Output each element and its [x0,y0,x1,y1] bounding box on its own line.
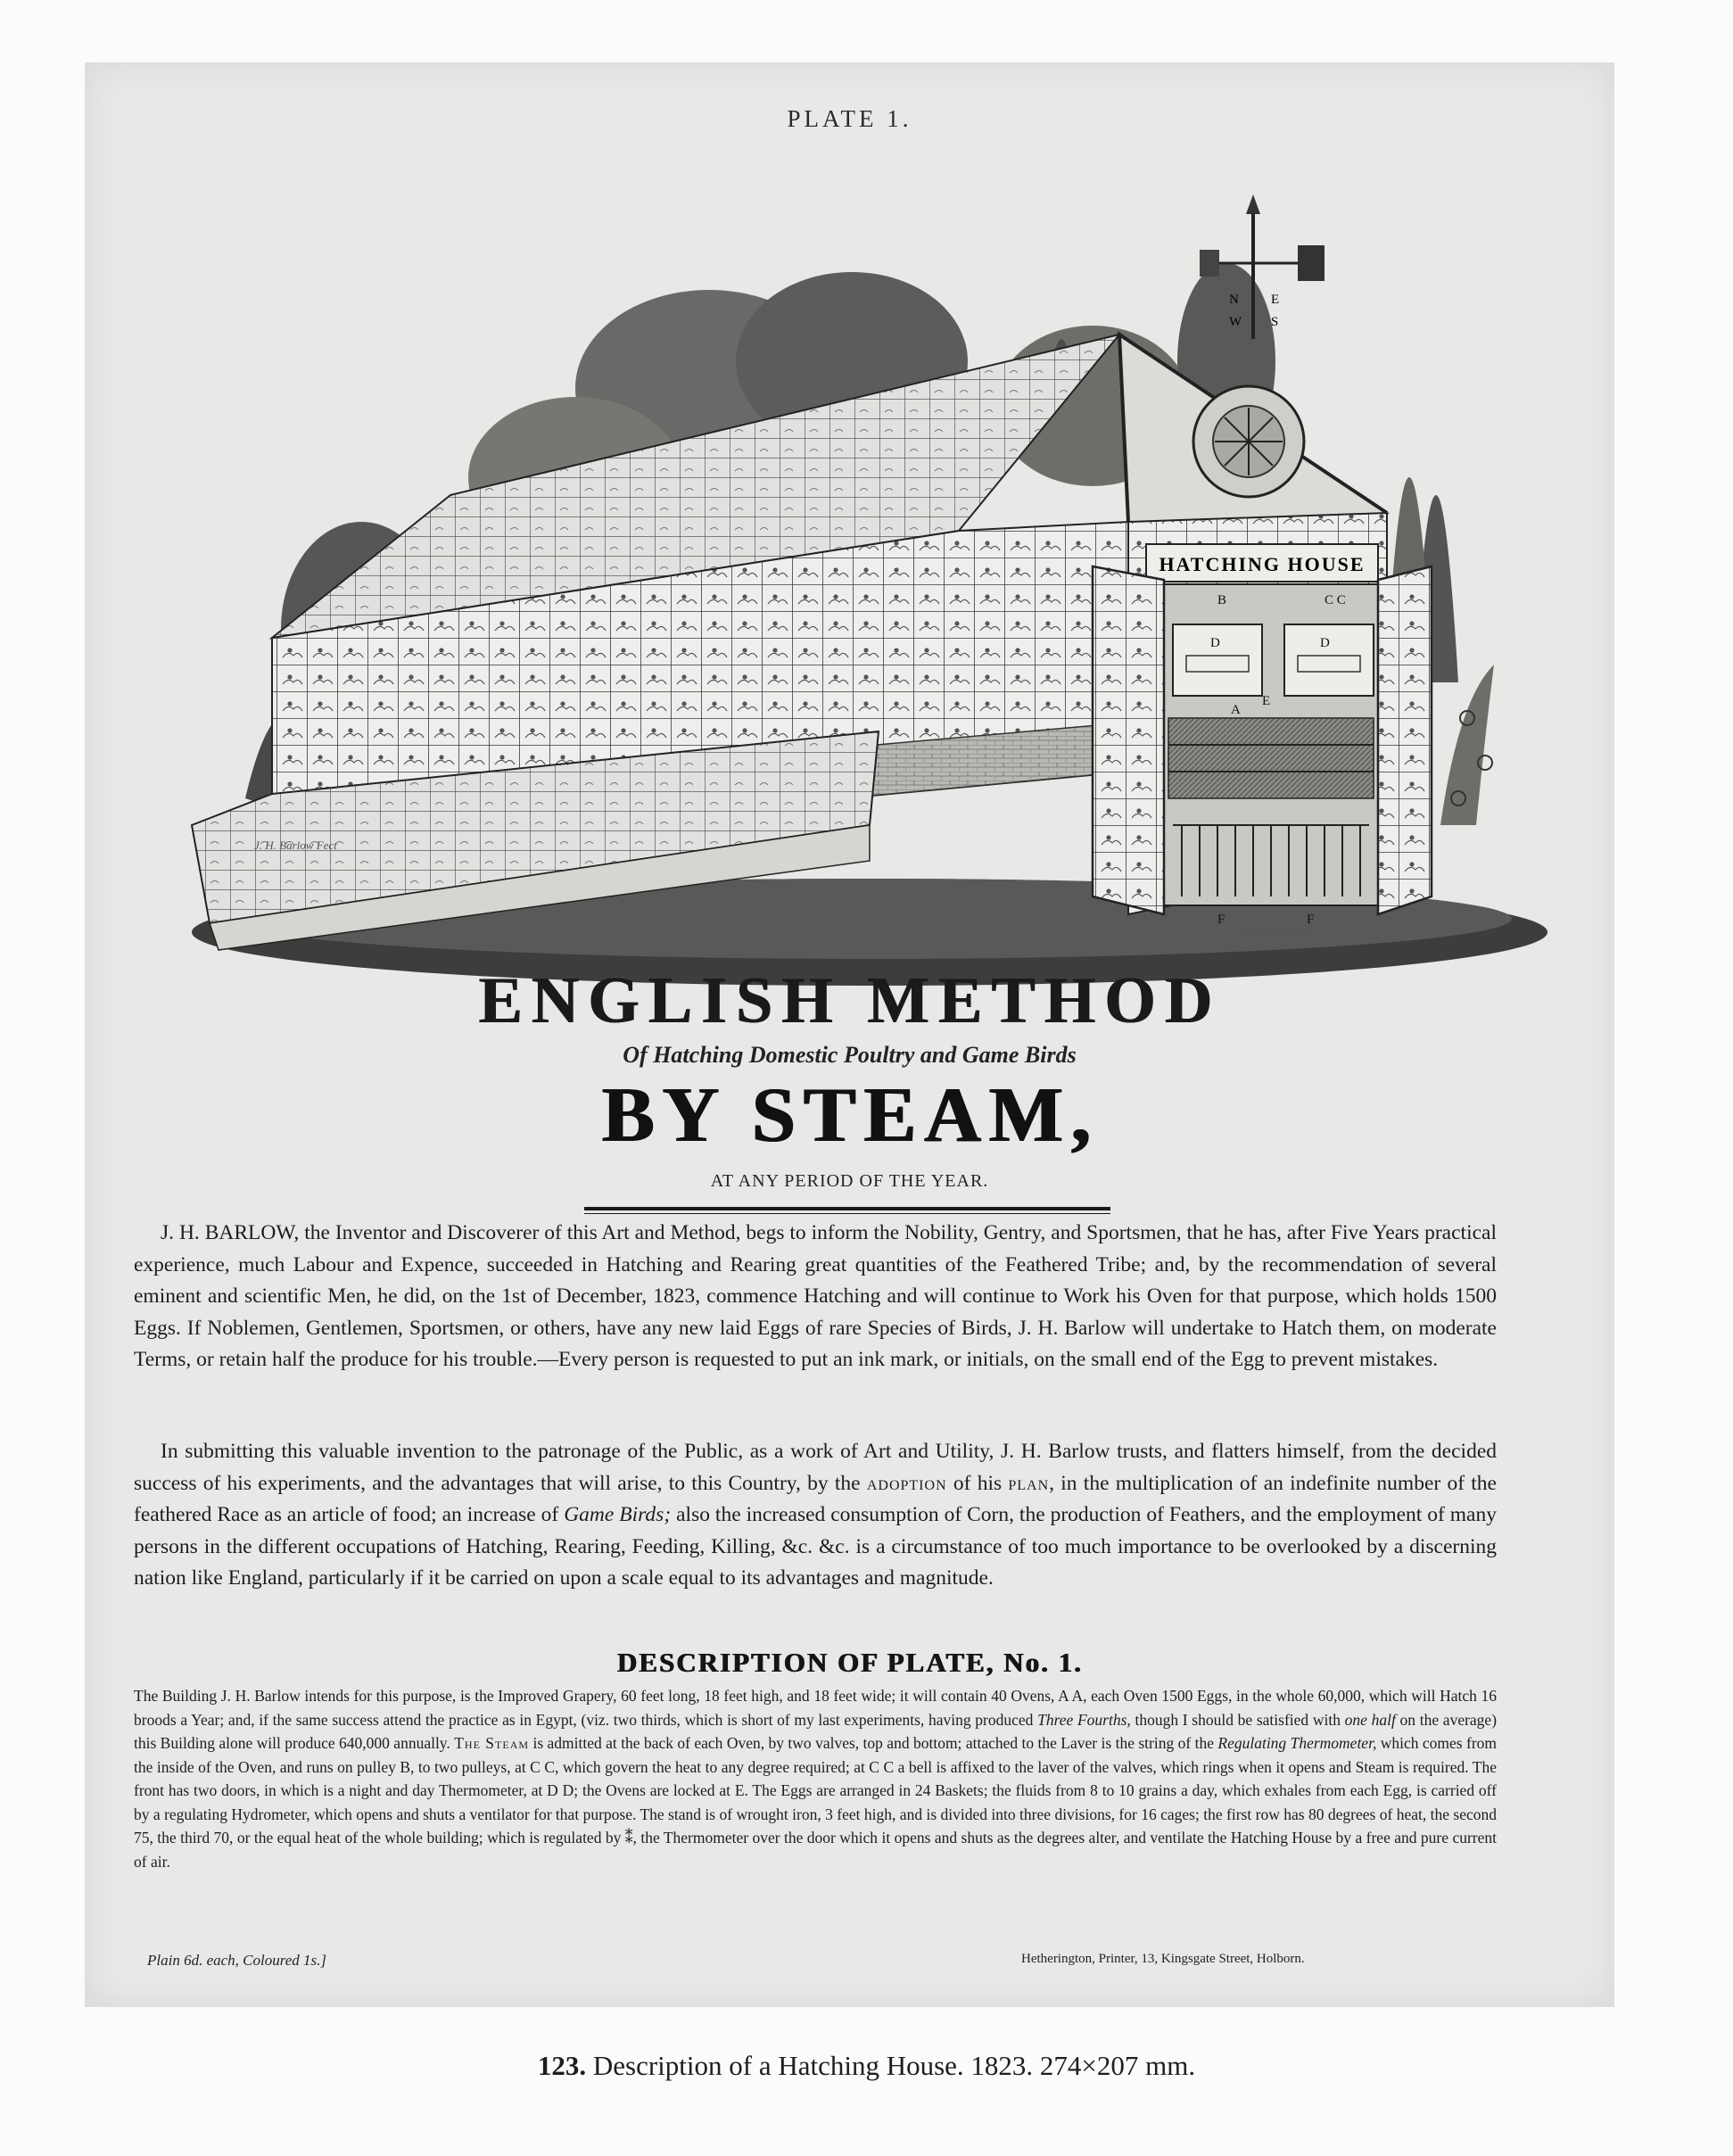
desc-three-fourths: Three Fourths, [1037,1710,1131,1729]
para2-adoption: adoption [866,1471,947,1495]
caption-number: 123. [537,2050,587,2081]
figure-caption [0,2050,1733,2082]
key-letter-cc: C C [1325,593,1346,607]
desc-one-half: one half [1344,1710,1396,1729]
desc-text-1: The Building J. H. Barlow intends for this purpose, is the Improved Grapery, 60 feet long, 18 feet high, and 18 feet wide; it will contain 40 Ovens, A A, each Oven 1500 Eggs, in the whole 60,000, which will Hatch 16 broods a Year; and, if the same success attend the practice as in Egypt, (viz. two thirds, which is short of my last experiments, having produced [134,1687,1497,1729]
desc-thermometer: Regulating Thermometer, [1217,1734,1377,1752]
sign-text: HATCHING HOUSE [1159,553,1366,575]
para2-text-b: of his [953,1471,1003,1495]
para2-plan: plan [1008,1471,1050,1495]
vane-letter-s: S [1271,315,1279,329]
para2-game-birds: Game Birds; [564,1503,672,1526]
desc-text-4: is admitted at the back of each Oven, by two valves, top and bottom; attached to the Laver is the string of the [532,1734,1214,1752]
title-by-steam: BY STEAM, [601,1072,1098,1159]
door-right [1378,566,1432,914]
hatching-house-engraving [156,183,1547,1004]
description-text [134,1684,1497,1873]
para2-text-c: , in the multiplication of an indefinite number of the feathered Race as an article of food; an increase of [134,1471,1497,1526]
printer-credit: Hetherington, Printer, 13, Kingsgate Street, Holborn. [1021,1952,1305,1966]
para2-text-d: also the increased consumption of Corn, the production of Feathers, and the employment of many persons in the different occupations of Hatching, Rearing, Feeding, Killing, &c. &c. is a circumstance of too much importance to be overlooked by a discerning nation like England, particularly if it be carried on upon a scale equal to its advantages and magnitude. [134,1503,1497,1590]
door-left [1093,566,1164,914]
title-rule [584,1207,1110,1216]
caption-text: Description of a Hatching House. 1823. 274×207 mm. [592,2050,1196,2081]
key-letter-a: A [1231,703,1241,717]
title-main: ENGLISH METHOD [478,964,1221,1037]
paragraph-submission [134,1436,1497,1595]
egg-baskets [1168,718,1374,798]
engraver-credit-left: J. H. Barlow Fect [254,838,337,852]
desc-text-2: though I should be satisfied with [1135,1710,1341,1729]
desc-text-3: on the average) this Building alone will produce 640,000 annually. [134,1710,1498,1752]
description-heading: DESCRIPTION OF PLATE, No. 1. [616,1647,1083,1678]
key-letter-d-right: D [1320,636,1330,650]
key-letter-d-left: D [1210,636,1220,650]
key-letter-f-right: F [1307,913,1315,927]
plate-label: PLATE 1. [787,105,912,132]
title-subtitle: Of Hatching Domestic Poultry and Game Birds [623,1042,1077,1068]
key-letter-f-left: F [1217,913,1225,927]
desc-the-steam: The Steam [454,1734,530,1752]
key-letter-e: E [1262,694,1271,708]
key-letter-b: B [1217,593,1227,607]
vane-letter-w: W [1229,315,1242,329]
vane-letter-n: N [1229,293,1239,307]
price-note: Plain 6d. each, Coloured 1s.] [147,1952,326,1969]
title-period: AT ANY PERIOD OF THE YEAR. [710,1171,989,1191]
broadside-sheet [85,62,1614,2007]
vane-letter-e: E [1271,293,1280,307]
flowering-shrub [1440,665,1494,825]
desc-text-5: which comes from the inside of the Oven, and runs on pulley B, to two pulleys, at C C, which govern the heat to any degree required; at C C a bell is affixed to the laver of the valves, which rings when it opens and Steam is required. The front has two doors, in which is a night and day Thermometer, at D D; the Ovens are locked at E. The Eggs are arranged in 24 Baskets; the fluids from 8 to 10 grains a day, which exhales from each Egg, is carried off by a regulating Hydrometer, which opens and shuts a ventilator for that purpose. The stand is of wrought iron, 3 feet high, and is divided into three divisions, for 16 cages; the first row has 80 degrees of heat, the second 75, the third 70, or the equal heat of the whole building; which is regulated by ⁑, the Thermometer over the door which it opens and shuts as the degrees alter, and ventilate the Hatching House by a free and pure current of air. [134,1734,1498,1871]
engraver-credit-right: W. Cornell Sc. [1244,923,1311,937]
paragraph-introduction: J. H. BARLOW, the Inventor and Discoverer of this Art and Method, begs to inform the Nobility, Gentry, and Sportsmen, that he has, after Five Years practical experience, much Labour and Expence, succeeded in Hatching and Rearing great quantities of the Feathered Tribe; and, by the recommendation of several eminent and scientific Men, he did, on the 1st of December, 1823, commence Hatching and will continue to Work his Oven for that purpose, which holds 1500 Eggs. If Noblemen, Gentlemen, Sportsmen, or others, have any new laid Eggs of rare Species of Birds, J. H. Barlow will undertake to Hatch them, on moderate Terms, or retain half the produce for his trouble.—Every person is requested to put an ink mark, or initials, on the small end of the Egg to prevent mistakes. [134,1221,1497,1371]
para2-text-a: In submitting this valuable invention to the patronage of the Public, as a work of Art and Utility, J. H. Barlow trusts, and flatters himself, from the decided success of his experiments, and the advantages that will arise, to this Country, by the [134,1440,1497,1495]
